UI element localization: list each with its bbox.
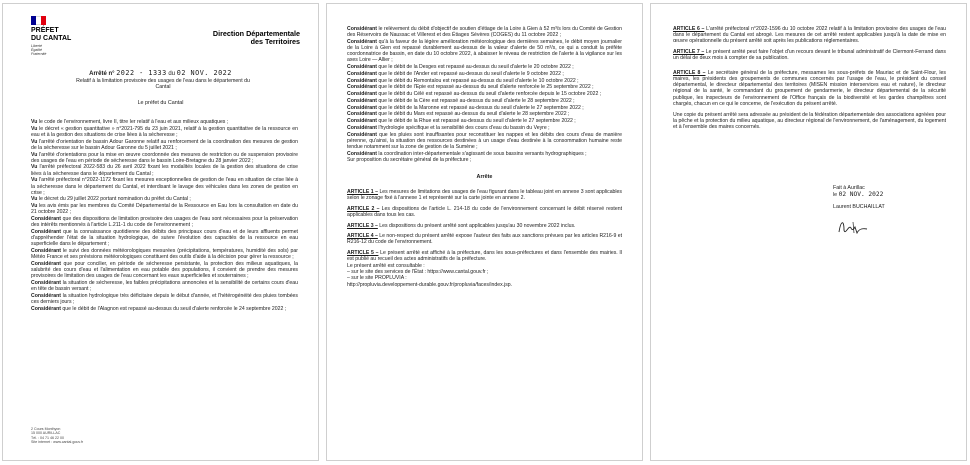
sign-date: 02 NOV. 2022 (838, 190, 884, 198)
arrete-heading: Arrête (476, 173, 493, 180)
considerant-paragraph: Considérant la coordination inter-départementale s'agissant de sous bassins versants hydrographiques ; (347, 150, 587, 157)
direction-title: Direction Départementale des Territoires (212, 29, 300, 47)
considerant-paragraph: Considérant que le débit de la Cère est repassé au-dessus du seuil d'alerte le 28 septembre 2022 ; (347, 97, 575, 104)
considerant-paragraph: Vu l'arrêté d'orientations pour la mise en œuvre coordonnée des mesures de restriction ou de suspension provisoire des usages de l'eau en période de sécheresse dans le bassin Loire-Bretagne du 28 janvier 2022 ; (31, 151, 298, 164)
page3-body (673, 26, 946, 131)
article-paragraph: ARTICLE 7 – Le présent arrêté peut faire l'objet d'un recours devant le tribunal administratif de Clermont-Ferrand dans un délai de deux mois à compter de sa publication. (673, 49, 946, 62)
considerant-paragraph: Considérant que le débit de la Desges est repassé au-dessus du seuil d'alerte le 20 octobre 2022 ; (347, 64, 574, 71)
considerant-paragraph: Vu l'arrêté préfectoral 2022-583 du 26 avril 2022 fixant les modalités locales de la gestion des situations de crise liées à la sécheresse dans le département du Cantal ; (31, 164, 298, 177)
considerant-paragraph: Vu l'arrêté préfectoral n°2022-1172 fixant les mesures exceptionnelles de gestion de l'eau en situation de crise liée à la sécheresse dans le département du Cantal, et interdisant le lavage des véhicules dans les zones de gestion en crise ; (31, 177, 298, 196)
arrete-date: 02 NOV. 2022 (176, 69, 232, 77)
propluvia-link[interactable]: http://propluvia.developpement-durable.gouv.fr/propluvia/faces/index.jsp. (347, 281, 513, 288)
considerant-paragraph: Vu le décret « gestion quantitative » n°2021-795 du 23 juin 2021, relatif à la gestion quantitative de la ressource en eau et à la gestion des situations de crise liées à la sécheresse ; (31, 125, 298, 138)
logo-line-2: DU CANTAL (31, 34, 72, 42)
document-page-1 (2, 3, 319, 461)
page2-body (347, 26, 622, 288)
considerant-paragraph: Considérant que le débit de l'Alagnon est repassé au-dessus du seuil d'alerte renforcée le 24 septembre 2022 ; (31, 305, 287, 312)
signature-block (833, 185, 943, 240)
page1-body (31, 119, 298, 313)
considerant-paragraph: Considérant que la connaissance quotidienne des débits des principaux cours d'eau et de leurs affluents permet d'appréhender l'état de la situation hydrologique, de suivre l'évolution des capacités de la ressource en eau superficielle dans le département ; (31, 229, 298, 248)
page-footer-address: 2 Cours Monthyon 15 000 AURILLAC Tél. : 04 71 46 22 00 Site internet : www.cantal.gouv.fr (31, 427, 84, 445)
arrete-number-line: Arrêté n° 2022 - 1333 du 02 NOV. 2022 (89, 69, 232, 77)
french-flag-icon (31, 16, 46, 25)
article-paragraph: ARTICLE 5 – Le présent arrêté est affiché à la préfecture, dans les sous-préfectures et dans l'ensemble des mairies. Il est publié au recueil des actes administratifs de la préfecture. (347, 250, 622, 263)
considerant-paragraph: Considérant qu'à la faveur de la légère amélioration météorologique des dernières semaines, le débit moyen journalier de la Loire à Gien est repassé durablement au-dessus de la valeur d'alerte de 50 m³/s, ce qui a conduit la préfète coordonnatrice de bassin, en date du 10 octobre 2022, à abaisser le niveau de restriction de l'alerte à la vigilance sur les axes Loire — Allier ; (347, 38, 622, 64)
considerant-paragraph: Considérant la situation hydrologique très déficitaire depuis le début d'année, et l'hétérogénéité des pluies tombées ces derniers jours ; (31, 292, 298, 306)
considerant-paragraph: Considérant que pour concilier, en période de sécheresse persistante, la protection des milieux aquatiques, la salubrité des cours d'eau et l'alimentation en eau potable des populations, il convient de prendre des mesures provisoires de limitation des usages de l'eau concernant les eaux superficielles et souterraines ; (31, 260, 298, 280)
considerant-paragraph: Considérant la situation de sécheresse, les faibles précipitations annoncées et la sensibilité de certains cours d'eau en tête de bassin versant ; (31, 280, 298, 293)
considerant-paragraph: Vu les avis émis par les membres du Comité Départemental de la Ressource en Eau lors la consultation en date du 21 octobre 2022 ; (31, 203, 298, 216)
considerant-paragraph: Considérant que le débit de l'Epie est repassé au-dessus du seuil d'alerte renforcée le 25 septembre 2022 ; (347, 84, 594, 91)
considerant-paragraph: Vu l'arrêté d'orientation de bassin Adour Garonne relatif au renforcement de la coordination des mesures de gestion de la sécheresse sur le bassin Adour Garonne du 5 juillet 2021 ; (31, 138, 298, 151)
proposal-line: Sur proposition du secrétaire général de la préfecture ; (347, 157, 472, 164)
considerant-paragraph: Considérant le suivi des données météorologiques mesurées (précipitations, températures, humidité des sols) par Météo France et ses prévisions météorologiques constituent des outils d'aide à la décision pour gérer la ressource ; (31, 248, 298, 261)
arrete-number: 2022 - 1333 (116, 69, 167, 77)
considerant-paragraph: Considérant l'hydrologie spécifique et la sensibilité des cours d'eau du bassin du Veyre ; (347, 124, 550, 131)
considerant-paragraph: Considérant que le débit de la Rhue est repassé au-dessus du seuil d'alerte le 27 septembre 2022 ; (347, 118, 576, 125)
considerant-paragraph: Vu le code de l'environnement, livre II, titre Ier relatif à l'eau et aux milieux aquatiques ; (31, 119, 229, 125)
logo-line-1: PRÉFET (31, 27, 59, 34)
copy-paragraph: Une copie du présent arrêté sera adressée au président de la fédération départementale des associations agréées pour la pêche et la protection du milieu aquatique, au directeur régional de l'environnement, de l'aménagement, du logement et à l'ensemble des maires concernés. (673, 111, 946, 130)
considerant-paragraph: Vu le décret du 29 juillet 2022 portant nomination du préfet du Cantal ; (31, 196, 191, 203)
sign-date-line: le 02 NOV. 2022 (833, 190, 884, 198)
document-page-3 (650, 3, 967, 461)
arrete-subject: Relatif à la limitation provisoire des usages de l'eau dans le département du Cantal (76, 78, 250, 91)
article-paragraph: ARTICLE 6 – L'arrêté préfectoral n°2022-1596 du 10 octobre 2022 relatif à la limitation provisoire des usages de l'eau dans le département du Cantal est abrogé. Les mesures de cet arrêté restent applicables jusqu'à la date de mise en œuvre opérationnelle du présent arrêté soit après les publications réglementaires. (673, 26, 946, 45)
considerant-paragraph: Considérant que le débit du Célé est repassé au-dessus du seuil d'alerte renforcée depuis le 15 octobre 2022 ; (347, 91, 602, 98)
prefet-logo (31, 16, 101, 57)
fait-a: Fait à Aurillac (833, 185, 865, 191)
considerant-paragraph: Considérant le relèvement du débit d'objectif de soutien d'étiage de la Loire à Gien à 52 m³/s lors du Comité de Gestion des Réservoirs de Naussac et Villerest et des Étiages Sévères (COGES) du 11 octobre 2022 ; (347, 26, 622, 39)
signatory-name: Laurent BUCHAILLAT (833, 204, 885, 211)
document-page-2 (326, 3, 643, 461)
article-paragraph: ARTICLE 8 – Le secrétaire général de la préfecture, messames les sous-préfets de Mauriac et de Saint-Flour, les maires, les présidents des groupements de communes concernés par l'usage de l'eau, le président du conseil départemental, le directeur départemental des territoires (MISEN mission interservices eau et nature), le directeur régional de la santé, le commandant du groupement de gendarmerie, le directeur départemental de la sécurité publique, les inspecteurs de l'environnement de l'Office français de la biodiversité et les gardes champêtres sont chargés, chacun en ce qui le concerne, de l'exécution du présent arrêté. (673, 69, 946, 107)
considerant-paragraph: Considérant que le débit de l'Ander est repassé au-dessus du seuil d'alerte le 9 octobre 2022 ; (347, 70, 564, 77)
considerant-paragraph: Considérant que le débit du Mars est repassé au-dessus du seuil d'alerte le 28 septembre 2022 ; (347, 111, 570, 118)
logo-motto: Liberté Égalité Fraternité (31, 44, 47, 57)
considerant-paragraph: Considérant que le débit du Remontalou est repassé au-dessus du seuil d'alerte le 10 octobre 2022 ; (347, 77, 579, 84)
prefet-heading: Le préfet du Cantal (137, 100, 184, 106)
consult-block: Le présent arrêté est consultable : – sur le site des services de l'État : https://www.cantal.gouv.fr ; – sur le site PROPLUVIA : http://propluvia.developpement-durable.gouv.fr/propluvia/faces/index.jsp. (347, 263, 622, 288)
article-paragraph: ARTICLE 1 – Les mesures de limitations des usages de l'eau figurant dans le tableau joint en annexe 3 sont applicables selon le zonage fixé à l'annexe 1 et représenté sur la carte jointe en annexe 2. (347, 188, 622, 201)
article-paragraph: ARTICLE 2 – Les dispositions de l'article L. 214-18 du code de l'environnement concernant le débit réservé restent applicables dans tous les cas. (347, 205, 622, 218)
considerant-paragraph: Considérant que le débit de la Maronne est repassé au-dessus du seuil d'alerte le 27 septembre 2022 ; (347, 104, 584, 111)
considerant-paragraph: Considérant que des dispositions de limitation provisoire des usages de l'eau sont nécessaires pour la préservation des intérêts mentionnés à l'article L.211-1 du code de l'environnement ; (31, 216, 298, 229)
article-paragraph: ARTICLE 3 – Les dispositions du présent arrêté sont applicables jusqu'au 30 novembre 2022 inclus. (347, 222, 576, 229)
article-paragraph: ARTICLE 4 – Le non-respect du présent arrêté expose l'auteur des faits aux sanctions prévues par les articles R216-9 et R216-12 du code de l'environnement. (347, 233, 623, 246)
considerant-paragraph: Considérant que les pluies sont insuffisantes pour reconstituer les nappes et les débits des cours d'eau de manière pérenne, qu'ainsi, la situation des ressources destinées à un usage d'eau destinée à la consommation humaine reste tendue notamment sur la zone de gestion de la Sumène ; (347, 131, 622, 150)
handwritten-signature-icon (833, 216, 873, 238)
